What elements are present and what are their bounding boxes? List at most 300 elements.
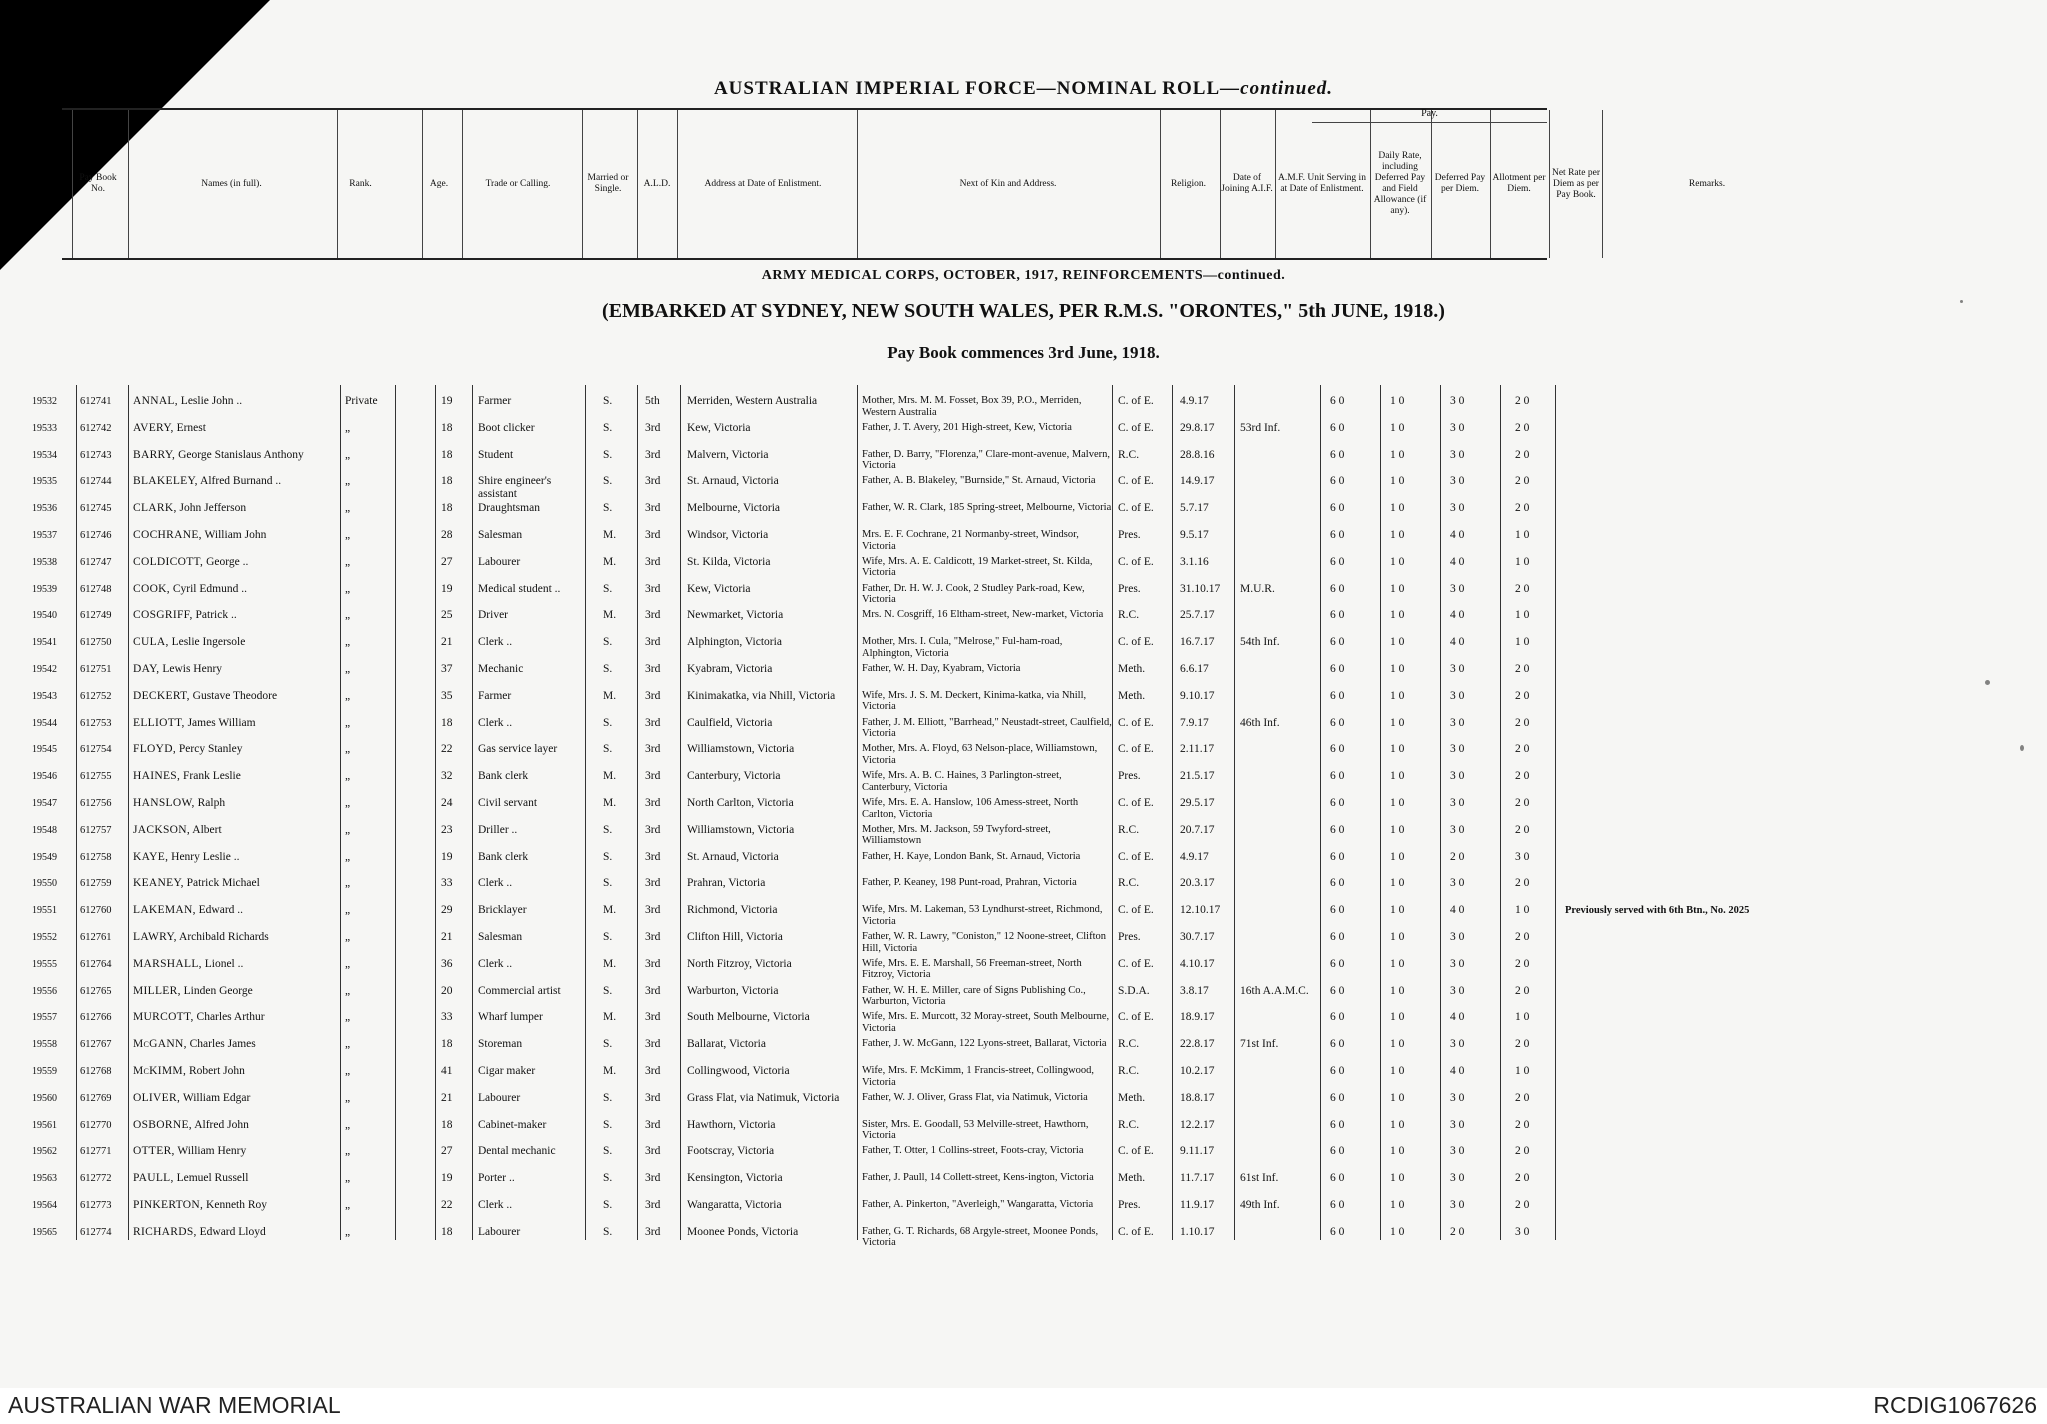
given-names: Edward .. [198, 904, 244, 917]
ald: 3rd [645, 850, 661, 863]
next-of-kin: Mother, Mrs. M. Jackson, 59 Twyford-street, Williamstown [862, 823, 1051, 847]
reg-number: 19551 [32, 905, 57, 917]
given-names: Gustave Theodore [192, 689, 278, 702]
daily-rate: 6 0 [1330, 475, 1345, 488]
trade: Farmer [478, 395, 512, 407]
deferred-pay: 1 0 [1390, 1011, 1405, 1024]
reg-number: 19541 [32, 637, 57, 649]
surname: PINKERTON, [133, 1199, 204, 1211]
header-amf-unit: A.M.F. Unit Serving in at Date of Enlistment. [1275, 110, 1368, 258]
daily-rate: 6 0 [1330, 1065, 1345, 1077]
pay-book-number: 612744 [80, 476, 112, 488]
allotment: 4 0 [1450, 904, 1465, 917]
enlistment-address: Kyabram, Victoria [687, 663, 773, 675]
full-name [133, 449, 338, 462]
ald: 3rd [645, 555, 661, 568]
table-row [0, 1226, 1800, 1254]
net-rate: 2 0 [1515, 1199, 1530, 1211]
ald: 3rd [645, 931, 661, 943]
trade: Cabinet-maker [478, 1118, 547, 1131]
date-joined: 10.2.17 [1180, 1065, 1215, 1077]
date-joined: 2.11.17 [1180, 743, 1215, 756]
religion: R.C. [1118, 877, 1140, 890]
reg-number: 19563 [32, 1173, 57, 1185]
header-religion: Religion. [1160, 110, 1216, 258]
ald: 3rd [645, 1011, 661, 1024]
pay-book-number: 612756 [80, 798, 112, 809]
trade: Storeman [478, 1038, 523, 1051]
date-joined: 16.7.17 [1180, 636, 1215, 649]
net-rate: 2 0 [1515, 1145, 1530, 1158]
enlistment-address: Collingwood, Victoria [687, 1065, 790, 1077]
religion: Meth. [1118, 663, 1146, 675]
table-row [0, 502, 1800, 530]
deferred-pay: 1 0 [1390, 743, 1405, 756]
deferred-pay: 1 0 [1390, 957, 1405, 970]
rank: „ [345, 636, 351, 649]
ald: 3rd [645, 957, 661, 970]
trade: Clerk .. [478, 636, 513, 649]
pay-book-number: 612748 [80, 583, 112, 595]
full-name [133, 931, 338, 944]
marital-status: S. [603, 877, 613, 890]
daily-rate: 6 0 [1330, 770, 1345, 783]
age: 23 [441, 823, 453, 836]
full-name [133, 1038, 338, 1051]
pay-book-number: 612774 [80, 1226, 112, 1238]
ald: 3rd [645, 582, 661, 595]
marital-status: S. [603, 743, 613, 756]
age: 18 [441, 502, 453, 515]
table-row [0, 851, 1800, 879]
net-rate: 1 0 [1515, 636, 1530, 649]
age: 33 [441, 1011, 453, 1024]
date-joined: 9.5.17 [1180, 529, 1209, 541]
trade: Clerk .. [478, 716, 513, 729]
ald: 3rd [645, 1091, 661, 1104]
enlistment-address: Ballarat, Victoria [687, 1038, 766, 1051]
allotment: 3 0 [1450, 502, 1465, 515]
net-rate: 2 0 [1515, 421, 1530, 434]
next-of-kin: Father, J. Paull, 14 Collett-street, Kens-ington, Victoria [862, 1172, 1094, 1184]
next-of-kin: Father, A. Pinkerton, "Averleigh," Wangaratta, Victoria [862, 1199, 1094, 1210]
enlistment-address: North Carlton, Victoria [687, 797, 794, 809]
religion: R.C. [1118, 1038, 1140, 1051]
deferred-pay: 1 0 [1390, 797, 1405, 809]
age: 18 [441, 716, 453, 729]
deferred-pay: 1 0 [1390, 1199, 1405, 1211]
table-row [0, 904, 1800, 932]
daily-rate: 6 0 [1330, 689, 1345, 702]
full-name [133, 958, 338, 971]
marital-status: M. [603, 1065, 617, 1077]
paper-speck [2020, 745, 2024, 751]
religion: S.D.A. [1118, 984, 1150, 997]
religion: Meth. [1118, 689, 1146, 702]
age: 19 [441, 1172, 453, 1185]
table-row [0, 1172, 1800, 1200]
marital-status: S. [603, 636, 613, 649]
next-of-kin: Father, H. Kaye, London Bank, St. Arnaud, Victoria [862, 850, 1081, 862]
pay-book-number: 612770 [80, 1119, 112, 1131]
trade: Labourer [478, 555, 521, 568]
net-rate: 2 0 [1515, 770, 1530, 783]
trade: Salesman [478, 529, 523, 541]
net-rate: 2 0 [1515, 984, 1530, 997]
ald: 3rd [645, 1172, 661, 1185]
deferred-pay: 1 0 [1390, 689, 1405, 702]
table-row [0, 395, 1800, 423]
age: 41 [441, 1065, 453, 1077]
table-row [0, 1011, 1800, 1039]
next-of-kin: Mrs. E. F. Cochrane, 21 Normanby-street, Windsor, Victoria [862, 529, 1079, 552]
reg-number: 19564 [32, 1200, 57, 1211]
allotment: 3 0 [1450, 1199, 1465, 1211]
net-rate: 2 0 [1515, 716, 1530, 729]
ald: 3rd [645, 1118, 661, 1131]
full-name [133, 877, 338, 890]
full-name [133, 1226, 338, 1239]
date-joined: 18.9.17 [1180, 1011, 1215, 1024]
table-row [0, 931, 1800, 959]
trade: Clerk .. [478, 1199, 513, 1211]
marital-status: S. [603, 395, 613, 407]
trade: Gas service layer [478, 743, 558, 756]
religion: Pres. [1118, 770, 1141, 783]
reg-number: 19544 [32, 717, 57, 729]
age: 35 [441, 689, 453, 702]
allotment: 3 0 [1450, 984, 1465, 997]
date-joined: 20.7.17 [1180, 823, 1215, 836]
date-joined: 9.11.17 [1180, 1145, 1215, 1158]
next-of-kin: Father, Dr. H. W. J. Cook, 2 Studley Park-road, Kew, Victoria [862, 582, 1085, 606]
deferred-pay: 1 0 [1390, 582, 1405, 595]
enlistment-address: Merriden, Western Australia [687, 395, 818, 407]
daily-rate: 6 0 [1330, 421, 1345, 434]
pay-book-number: 612760 [80, 905, 112, 917]
marital-status: S. [603, 475, 613, 488]
deferred-pay: 1 0 [1390, 716, 1405, 729]
daily-rate: 6 0 [1330, 529, 1345, 541]
rank: „ [345, 1038, 351, 1051]
rank: „ [345, 931, 351, 943]
allotment: 2 0 [1450, 1225, 1465, 1238]
pay-book-number: 612757 [80, 824, 112, 836]
age: 19 [441, 582, 453, 595]
daily-rate: 6 0 [1330, 743, 1345, 756]
allotment: 3 0 [1450, 743, 1465, 756]
religion: C. of E. [1118, 850, 1154, 863]
pay-book-number: 612768 [80, 1066, 112, 1077]
trade: Boot clicker [478, 421, 535, 434]
deferred-pay: 1 0 [1390, 448, 1405, 461]
rank: „ [345, 984, 351, 997]
age: 29 [441, 904, 453, 917]
allotment: 4 0 [1450, 609, 1465, 622]
religion: Pres. [1118, 529, 1141, 541]
date-joined: 29.5.17 [1180, 797, 1215, 809]
ald: 3rd [645, 663, 661, 675]
deferred-pay: 1 0 [1390, 475, 1405, 488]
date-joined: 4.9.17 [1180, 395, 1209, 407]
net-rate: 2 0 [1515, 931, 1530, 943]
reg-number: 19555 [32, 958, 57, 970]
date-joined: 29.8.17 [1180, 421, 1215, 434]
deferred-pay: 1 0 [1390, 931, 1405, 943]
deferred-pay: 1 0 [1390, 904, 1405, 917]
full-name [133, 851, 338, 864]
daily-rate: 6 0 [1330, 904, 1345, 917]
allotment: 3 0 [1450, 823, 1465, 836]
trade: Driller .. [478, 823, 518, 836]
surname: COCHRANE, [133, 529, 202, 541]
archive-name: AUSTRALIAN WAR MEMORIAL [8, 1392, 341, 1418]
religion: R.C. [1118, 1118, 1140, 1131]
given-names: William Edgar [182, 1091, 251, 1104]
reg-number: 19536 [32, 503, 57, 515]
net-rate: 2 0 [1515, 823, 1530, 836]
age: 18 [441, 1038, 453, 1051]
full-name [133, 1172, 338, 1185]
table-row [0, 1065, 1800, 1093]
surname: COSGRIFF, [133, 609, 193, 622]
net-rate: 2 0 [1515, 1038, 1530, 1051]
next-of-kin: Father, D. Barry, "Florenza," Clare-mont-avenue, Malvern, Victoria [862, 448, 1111, 472]
given-names: Albert [192, 823, 222, 836]
given-names: Linden George [183, 984, 253, 997]
full-name [133, 770, 338, 783]
religion: C. of E. [1118, 395, 1154, 407]
remarks: Previously served with 6th Btn., No. 2025 [1565, 905, 1750, 917]
date-joined: 6.6.17 [1180, 663, 1209, 675]
next-of-kin: Mother, Mrs. M. M. Fosset, Box 39, P.O., Merriden, Western Australia [862, 395, 1082, 418]
enlistment-address: South Melbourne, Victoria [687, 1011, 810, 1024]
table-row [0, 663, 1800, 691]
given-names: Henry Leslie .. [171, 850, 240, 863]
surname: HANSLOW, [133, 797, 195, 809]
allotment: 3 0 [1450, 770, 1465, 783]
religion: C. of E. [1118, 743, 1154, 756]
next-of-kin: Sister, Mrs. E. Goodall, 53 Melville-street, Hawthorn, Victoria [862, 1118, 1089, 1142]
daily-rate: 6 0 [1330, 448, 1345, 461]
surname: OTTER, [133, 1145, 175, 1158]
enlistment-address: Hawthorn, Victoria [687, 1118, 776, 1131]
table-row [0, 1038, 1800, 1066]
marital-status: M. [603, 957, 617, 970]
table-row [0, 556, 1800, 584]
full-name [133, 824, 338, 837]
header-age: Age. [422, 110, 455, 258]
date-joined: 5.7.17 [1180, 502, 1209, 515]
header-address: Address at Date of Enlistment. [677, 110, 848, 258]
net-rate: 2 0 [1515, 502, 1530, 515]
daily-rate: 6 0 [1330, 850, 1345, 863]
rank: „ [345, 1199, 351, 1211]
header-remarks: Remarks. [1688, 178, 1726, 189]
next-of-kin: Wife, Mrs. A. B. C. Haines, 3 Parlington-street, Canterbury, Victoria [862, 770, 1062, 793]
full-name [133, 556, 338, 569]
pay-book-note: Pay Book commences 3rd June, 1918. [887, 343, 1160, 362]
given-names: George Stanislaus Anthony [178, 448, 304, 461]
ald: 3rd [645, 823, 661, 836]
next-of-kin: Wife, Mrs. E. A. Hanslow, 106 Amess-street, North Carlton, Victoria [862, 797, 1079, 820]
net-rate: 1 0 [1515, 529, 1530, 541]
religion: C. of E. [1118, 797, 1154, 809]
allotment: 3 0 [1450, 1145, 1465, 1158]
surname: AVERY, [133, 421, 174, 434]
trade: Cigar maker [478, 1065, 536, 1077]
next-of-kin: Father, W. H. E. Miller, care of Signs Publishing Co., Warburton, Victoria [862, 984, 1086, 1008]
date-joined: 22.8.17 [1180, 1038, 1215, 1051]
full-name [133, 985, 338, 998]
reg-number: 19538 [32, 556, 57, 568]
header-daily-rate: Daily Rate, including Deferred Pay and Field Allowance (if any). [1370, 110, 1429, 258]
next-of-kin: Father, W. H. Day, Kyabram, Victoria [862, 663, 1021, 674]
surname: OSBORNE, [133, 1118, 192, 1131]
enlistment-address: Canterbury, Victoria [687, 770, 781, 783]
table-row [0, 636, 1800, 664]
date-joined: 14.9.17 [1180, 475, 1215, 488]
pay-book-number: 612752 [80, 690, 112, 702]
surname: FLOYD, [133, 743, 177, 756]
amf-unit: M.U.R. [1240, 582, 1275, 595]
next-of-kin: Father, J. T. Avery, 201 High-street, Kew, Victoria [862, 421, 1072, 433]
next-of-kin: Mother, Mrs. I. Cula, "Melrose," Ful-ham-road, Alphington, Victoria [862, 636, 1063, 659]
marital-status: M. [603, 689, 617, 702]
rank: „ [345, 475, 351, 488]
rank: „ [345, 582, 351, 595]
date-joined: 3.1.16 [1180, 555, 1209, 568]
allotment: 3 0 [1450, 877, 1465, 890]
rank: „ [345, 850, 351, 863]
enlistment-address: Footscray, Victoria [687, 1145, 775, 1158]
enlistment-address: Kew, Victoria [687, 582, 751, 595]
rank: „ [345, 689, 351, 702]
daily-rate: 6 0 [1330, 877, 1345, 890]
surname: HAINES, [133, 770, 181, 783]
unit-heading: ARMY MEDICAL CORPS, OCTOBER, 1917, REINFORCEMENTS—continued. [761, 268, 1286, 283]
pay-book-number: 612742 [80, 422, 112, 434]
reg-number: 19548 [32, 824, 57, 836]
deferred-pay: 1 0 [1390, 609, 1405, 622]
next-of-kin: Wife, Mrs. J. S. M. Deckert, Kinima-katka, via Nhill, Victoria [862, 689, 1087, 713]
net-rate: 3 0 [1515, 850, 1530, 863]
daily-rate: 6 0 [1330, 1091, 1345, 1104]
given-names: Leslie John .. [180, 395, 243, 407]
next-of-kin: Wife, Mrs. A. E. Caldicott, 19 Market-street, St. Kilda, Victoria [862, 555, 1093, 579]
reg-number: 19552 [32, 932, 57, 943]
deferred-pay: 1 0 [1390, 877, 1405, 890]
given-names: Charles Arthur [196, 1011, 265, 1024]
archive-footer [0, 1388, 2047, 1424]
marital-status: S. [603, 421, 613, 434]
pay-book-number: 612769 [80, 1092, 112, 1104]
ald: 3rd [645, 984, 661, 997]
rank: „ [345, 1172, 351, 1185]
pay-book-number: 612767 [80, 1039, 112, 1051]
pay-book-number: 612743 [80, 449, 112, 461]
image-reference: RCDIG1067626 [1873, 1392, 2037, 1418]
deferred-pay: 1 0 [1390, 1145, 1405, 1158]
ald: 3rd [645, 1225, 661, 1238]
given-names: John Jefferson [179, 502, 247, 515]
allotment: 4 0 [1450, 1011, 1465, 1024]
next-of-kin: Mrs. N. Cosgriff, 16 Eltham-street, New-market, Victoria [862, 609, 1104, 621]
full-name [133, 636, 338, 649]
header-names: Names (in full). [128, 110, 334, 258]
date-joined: 4.10.17 [1180, 957, 1215, 970]
given-names: Archibald Richards [179, 931, 269, 943]
deferred-pay: 1 0 [1390, 529, 1405, 541]
rank: „ [345, 957, 351, 970]
trade: Dental mechanic [478, 1145, 556, 1158]
trade: Bricklayer [478, 904, 527, 917]
full-name [133, 904, 338, 917]
net-rate: 2 0 [1515, 582, 1530, 595]
given-names: Cyril Edmund .. [172, 582, 247, 595]
net-rate: 2 0 [1515, 663, 1530, 675]
table-row [0, 1199, 1800, 1227]
date-joined: 1.10.17 [1180, 1225, 1215, 1238]
age: 33 [441, 877, 453, 890]
header-date-joining: Date of Joining A.I.F. [1220, 110, 1273, 258]
date-joined: 12.10.17 [1180, 904, 1221, 917]
allotment: 4 0 [1450, 529, 1465, 541]
date-joined: 28.8.16 [1180, 448, 1215, 461]
ald: 3rd [645, 1199, 661, 1211]
embarkation-heading: (EMBARKED AT SYDNEY, NEW SOUTH WALES, PER R.M.S. "ORONTES," 5th JUNE, 1918.) [602, 300, 1445, 322]
marital-status: M. [603, 797, 617, 809]
trade: Civil servant [478, 797, 538, 809]
amf-unit: 16th A.A.M.C. [1240, 984, 1309, 997]
trade: Farmer [478, 689, 512, 702]
religion: Meth. [1118, 1172, 1146, 1185]
paper-speck [1960, 300, 1963, 303]
net-rate: 2 0 [1515, 797, 1530, 809]
enlistment-address: Wangaratta, Victoria [687, 1199, 782, 1211]
table-row [0, 475, 1800, 503]
table-row [0, 1092, 1800, 1120]
full-name [133, 475, 338, 488]
reg-number: 19535 [32, 476, 57, 488]
trade: Driver [478, 609, 509, 622]
pay-book-number: 612754 [80, 744, 112, 756]
given-names: George .. [206, 555, 249, 568]
daily-rate: 6 0 [1330, 823, 1345, 836]
daily-rate: 6 0 [1330, 716, 1345, 729]
net-rate: 2 0 [1515, 448, 1530, 461]
surname: DECKERT, [133, 689, 190, 702]
date-joined: 31.10.17 [1180, 582, 1221, 595]
rank: „ [345, 716, 351, 729]
daily-rate: 6 0 [1330, 957, 1345, 970]
deferred-pay: 1 0 [1390, 502, 1405, 515]
table-row [0, 797, 1800, 825]
surname: MILLER, [133, 984, 181, 997]
age: 32 [441, 770, 453, 783]
ald: 3rd [645, 770, 661, 783]
daily-rate: 6 0 [1330, 1118, 1345, 1131]
rank: „ [345, 770, 351, 783]
reg-number: 19534 [32, 449, 57, 461]
deferred-pay: 1 0 [1390, 395, 1405, 407]
trade: Commercial artist [478, 984, 561, 997]
amf-unit: 49th Inf. [1240, 1199, 1280, 1211]
rank: Private [345, 395, 378, 407]
table-row [0, 529, 1800, 557]
surname: OLIVER, [133, 1091, 181, 1104]
table-row [0, 958, 1800, 986]
